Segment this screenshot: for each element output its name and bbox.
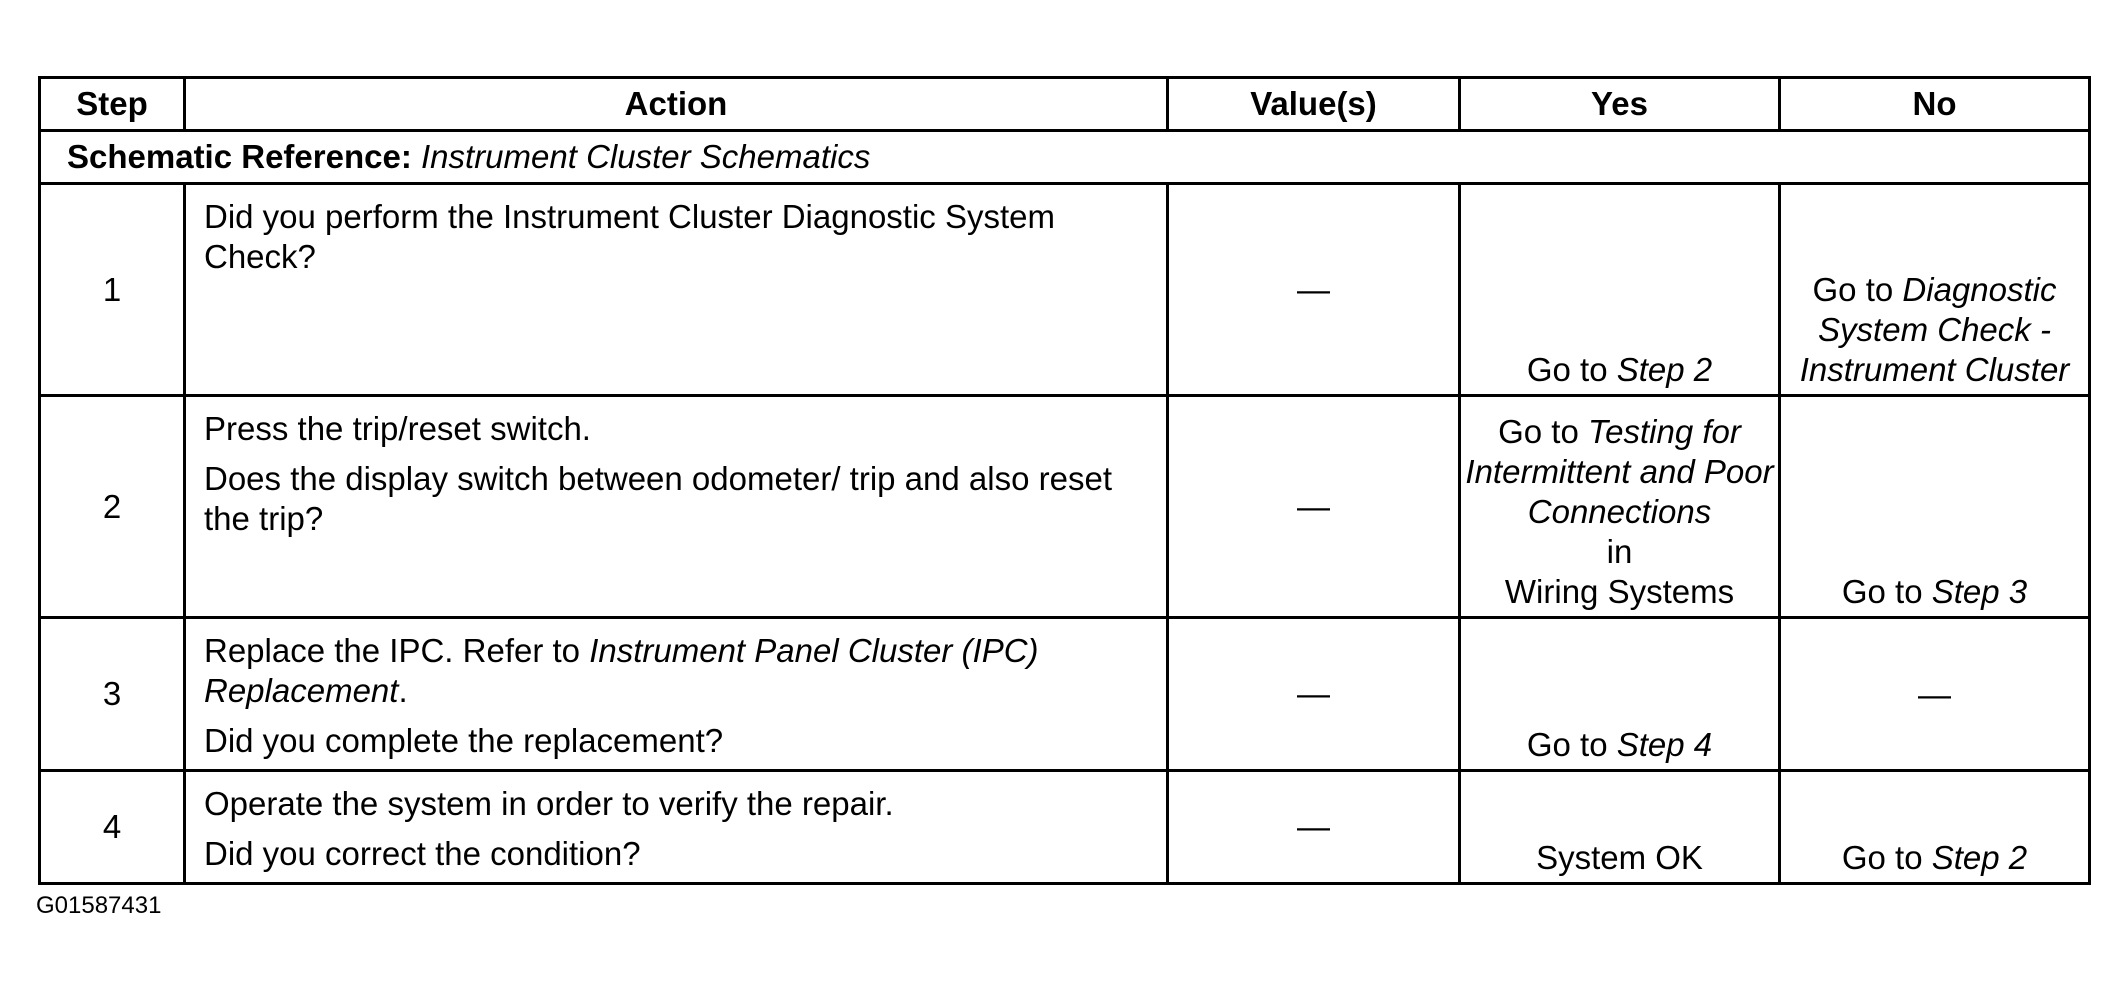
header-values: Value(s) — [1168, 78, 1460, 131]
no-prefix: Go to — [1812, 271, 1903, 308]
no-cell — [1780, 771, 2090, 884]
schematic-reference — [40, 131, 2090, 184]
yes-cell: System OK — [1460, 771, 1780, 884]
no-link[interactable]: Diagnostic System Check - Instrument Cluster — [1799, 271, 2070, 388]
action-cell — [185, 396, 1168, 618]
table-row — [40, 771, 2090, 884]
value-cell: — — [1168, 184, 1460, 396]
yes-link[interactable]: Step 4 — [1616, 726, 1713, 763]
yes-suffix: Wiring Systems — [1504, 573, 1735, 610]
yes-prefix: Go to — [1526, 726, 1617, 763]
table-row — [40, 618, 2090, 771]
no-prefix: Go to — [1841, 839, 1932, 876]
header-row — [40, 78, 2090, 131]
action-text: Did you perform the Instrument Cluster Diagnostic System Check? — [204, 198, 1055, 275]
action-text: Did you correct the condition? — [204, 835, 641, 872]
action-text: Does the display switch between odometer/ trip and also reset the trip? — [204, 460, 1112, 537]
action-text-plain: Replace the IPC. Refer to — [204, 632, 590, 669]
header-action: Action — [185, 78, 1168, 131]
action-text — [204, 631, 1150, 711]
step-number: 1 — [40, 184, 185, 396]
yes-cell — [1460, 396, 1780, 618]
schematic-reference-label: Schematic Reference: — [67, 138, 412, 175]
figure-id: G01587431 — [36, 892, 162, 919]
step-number: 4 — [40, 771, 185, 884]
yes-cell — [1460, 618, 1780, 771]
action-text: Press the trip/reset switch. — [204, 410, 591, 447]
yes-mid: in — [1606, 533, 1633, 570]
header-step: Step — [40, 78, 185, 131]
yes-link[interactable]: Testing for Intermittent and Poor Connections — [1465, 413, 1774, 530]
no-cell — [1780, 396, 2090, 618]
value-cell: — — [1168, 396, 1460, 618]
value-cell: — — [1168, 771, 1460, 884]
step-number: 2 — [40, 396, 185, 618]
schematic-reference-row — [40, 131, 2090, 184]
diagnostic-table — [38, 76, 2091, 885]
header-yes: Yes — [1460, 78, 1780, 131]
action-cell — [185, 771, 1168, 884]
yes-prefix: Go to — [1526, 351, 1617, 388]
yes-prefix: Go to — [1498, 413, 1588, 450]
yes-link[interactable]: Step 2 — [1616, 351, 1713, 388]
value-cell: — — [1168, 618, 1460, 771]
schematic-reference-link[interactable]: Instrument Cluster Schematics — [421, 138, 871, 175]
no-link[interactable]: Step 3 — [1931, 573, 2028, 610]
table-row — [40, 396, 2090, 618]
header-no: No — [1780, 78, 2090, 131]
table-row — [40, 184, 2090, 396]
action-text: Did you complete the replacement? — [204, 722, 724, 759]
no-cell: — — [1780, 618, 2090, 771]
action-text: Operate the system in order to verify the repair. — [204, 785, 894, 822]
no-cell — [1780, 184, 2090, 396]
action-cell — [185, 184, 1168, 396]
action-text-after: . — [398, 672, 408, 709]
yes-cell — [1460, 184, 1780, 396]
step-number: 3 — [40, 618, 185, 771]
action-link[interactable]: Instrument Panel Cluster (IPC) Replacement — [204, 632, 1039, 709]
no-prefix: Go to — [1841, 573, 1932, 610]
action-cell — [185, 618, 1168, 771]
no-link[interactable]: Step 2 — [1931, 839, 2028, 876]
